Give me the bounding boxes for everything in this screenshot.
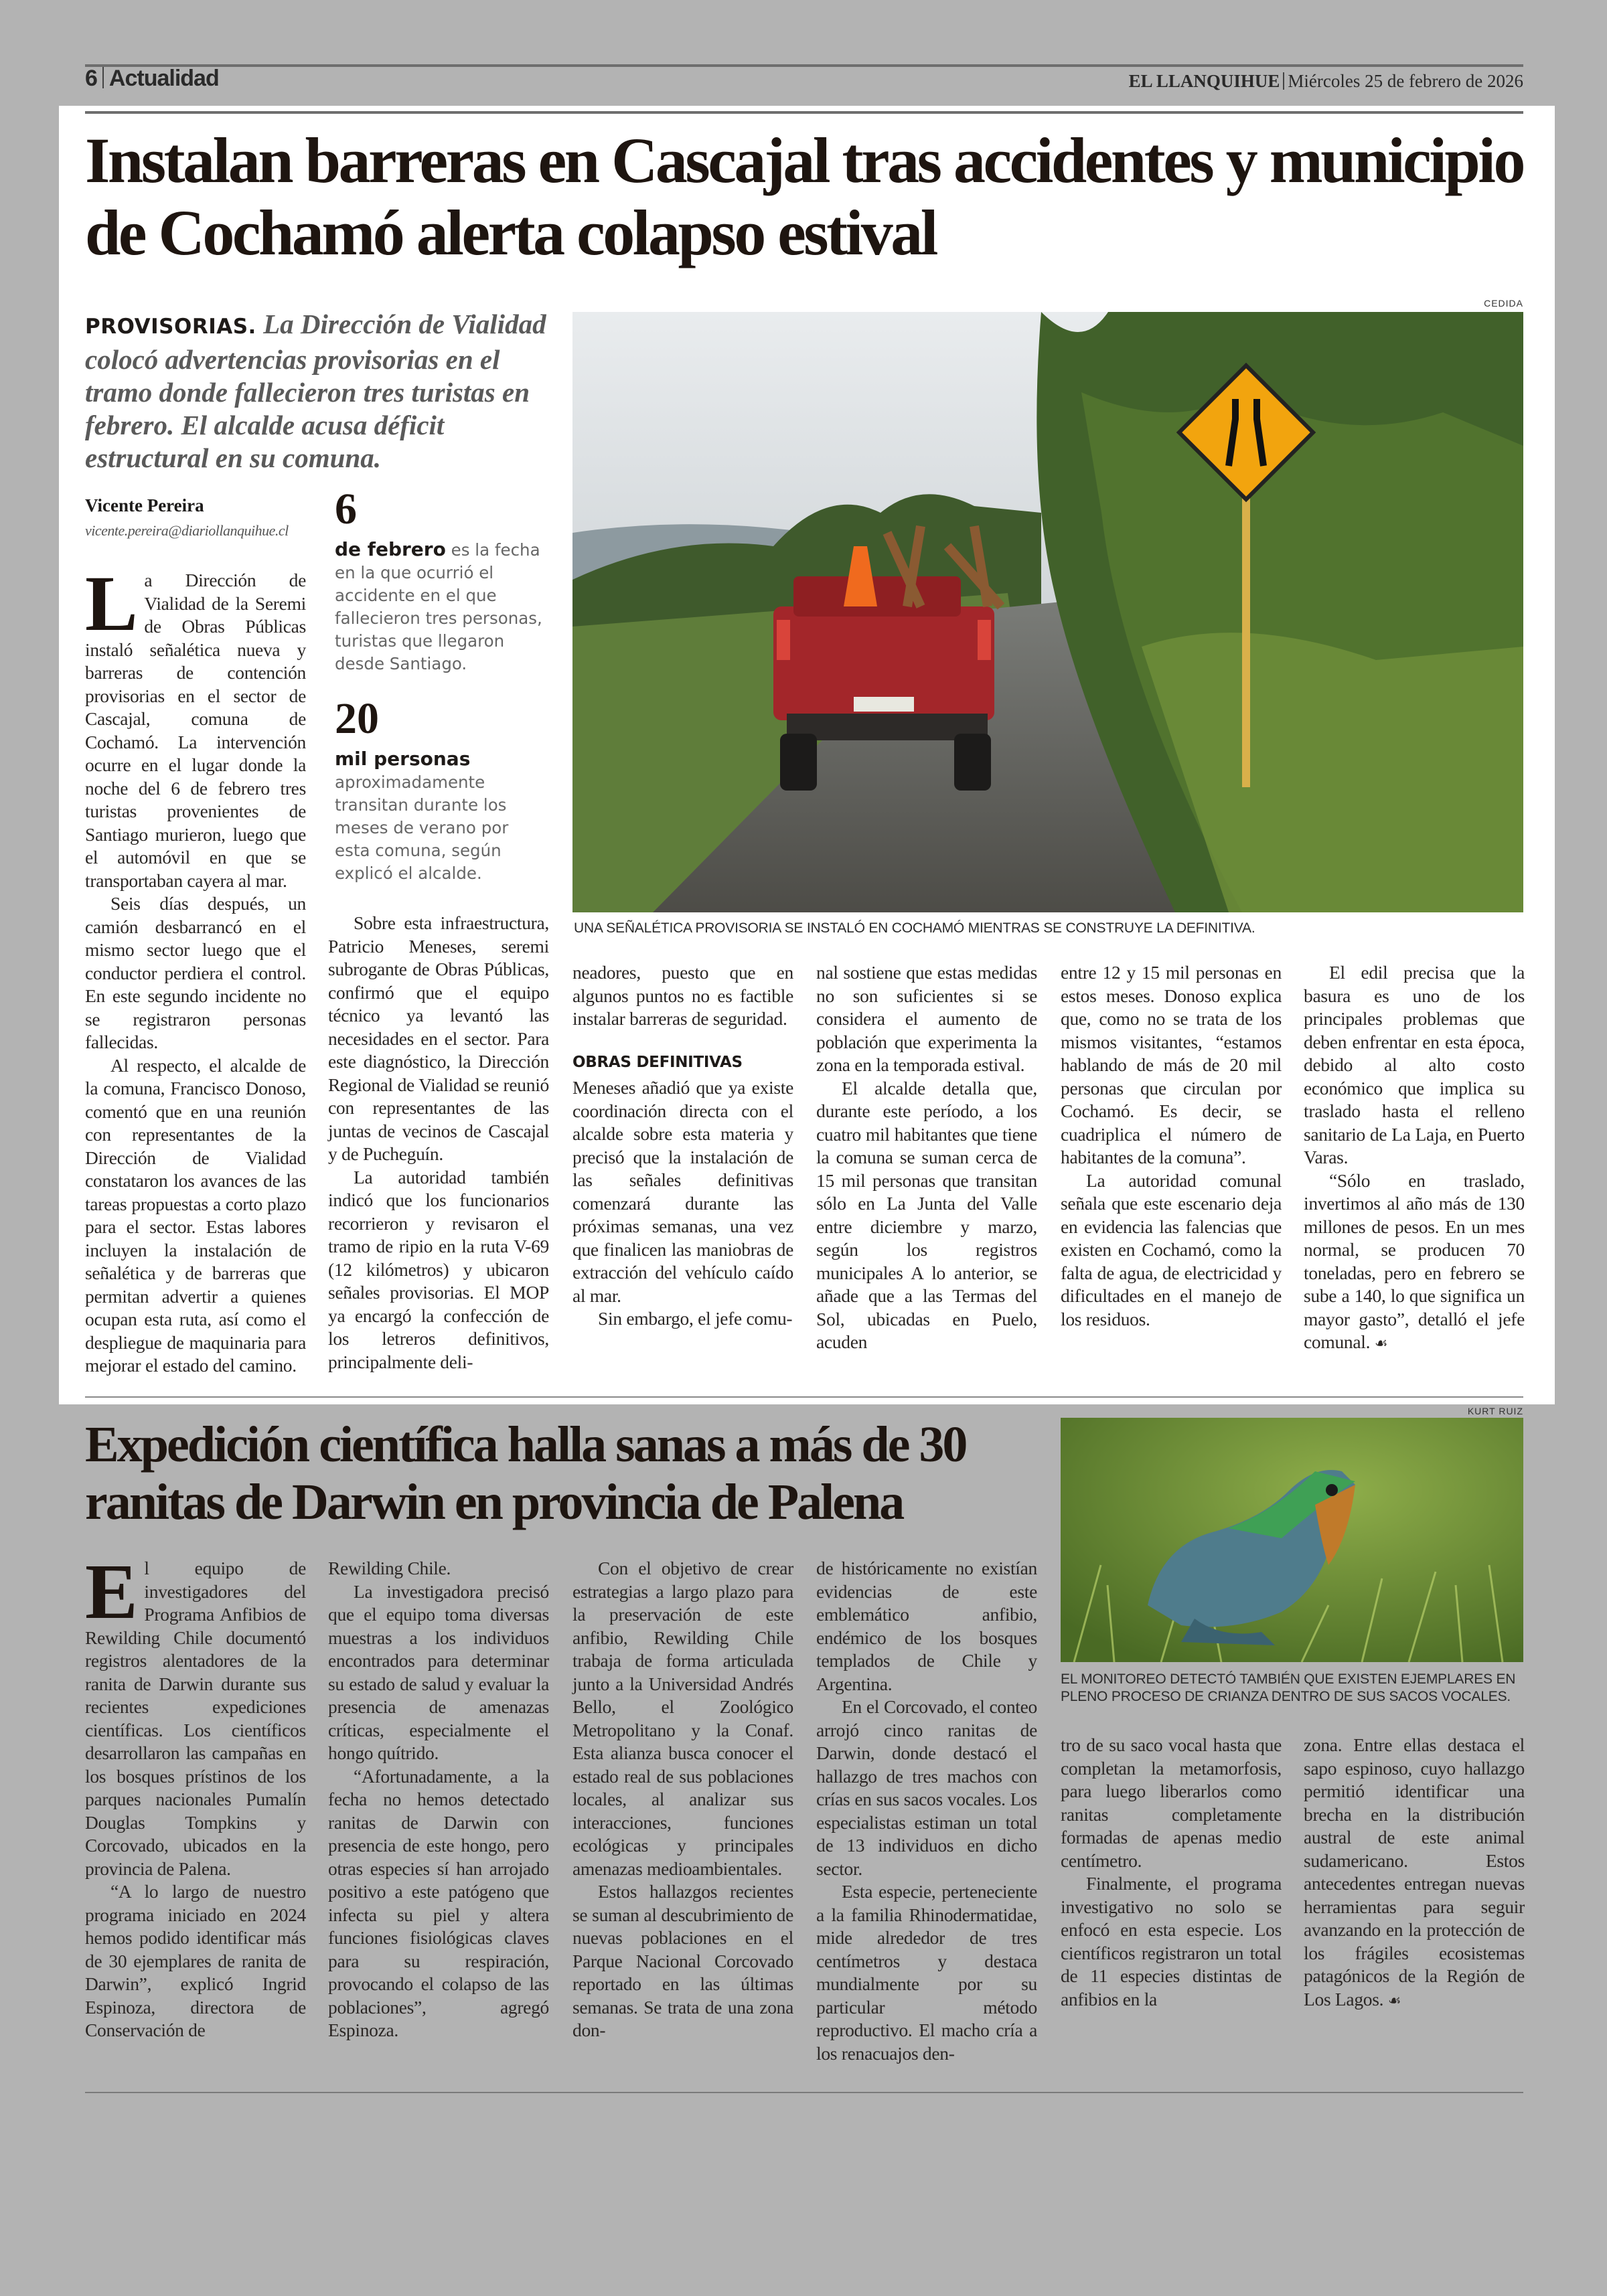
panel-top-rule [85, 111, 1523, 114]
article-column-6 [1304, 961, 1525, 1356]
fact-number: 20 [335, 694, 379, 743]
frog-photo [1061, 1418, 1523, 1662]
paragraph: El alcalde detalla que, durante este período, a los cuatro mil habitantes que tiene la comuna se suman cerca de 15 mil personas que transitan sólo en La Junta del Valle entre diciembre y marzo, según los registros municipales A lo anterior, se añade que a las Termas del Sol, ubicadas en Puelo, acuden [816, 1077, 1037, 1352]
paragraph: Sobre esta infraestructura, Patricio Meneses, seremi subrogante de Obras Públicas, confirmó que el equipo técnico ya levantó las necesidades en el sector. Para este diagnóstico, la Dirección Regional de Vialidad se reunió con representantes de las juntas de vecinos de Cascajal y de Pucheguín. [328, 912, 549, 1164]
fact-label: de febrero [335, 538, 446, 560]
article-column-5 [1061, 961, 1282, 1331]
frog-photo-image [1061, 1418, 1523, 1662]
paragraph: “A lo largo de nuestro programa iniciado en 2024 hemos podido identificar más de 30 ejemplares de ranita de Darwin”, explicó Ingrid Espinoza, directora de Conservación de [85, 1881, 306, 2040]
article-column-2 [328, 912, 549, 1374]
end-mark-icon: ☙ [1374, 1335, 1388, 1352]
photo-caption: EL MONITOREO DETECTÓ TAMBIÉN QUE EXISTEN EJEMPLARES EN PLENO PROCESO DE CRIANZA DENTRO DE SUS SACOS VOCALES. [1061, 1671, 1516, 1704]
article-column-5 [1061, 1734, 1282, 2011]
fact-label: mil personas [335, 748, 471, 770]
page-section-label [85, 66, 219, 92]
header-top-rule [85, 64, 1523, 67]
article-headline: Instalan barreras en Cascajal tras accidentes y municipio de Cochamó alerta colapso estival [85, 125, 1523, 268]
page-bottom-rule [85, 2092, 1523, 2093]
paragraph: l equipo de investigadores del Programa Anfibios de Rewilding Chile documentó registros alentadores de la ranita de Darwin durante sus recientes expediciones científicas. Los científicos desarrollaron las campañas en los bosques prístinos de los parques nacionales Pumalín Douglas Tompkins y Corcovado, ubicados en la provincia de Palena. [85, 1558, 306, 1879]
paragraph: “Afortunadamente, a la fecha no hemos detectado ranitas de Darwin con presencia de este hongo, pero otras especies sí han arrojado positivo a este patógeno que infecta su piel y altera funciones fisiológicas claves para su respiración, provocando el colapso de las poblaciones”, agregó Espinoza. [328, 1765, 549, 2040]
paragraph: de históricamente no existían evidencias de este emblemático anfibio, endémico de los bosques templados de Chile y Argentina. [816, 1558, 1037, 1694]
paragraph-text: “Sólo en traslado, invertimos al año más de 130 millones de pesos. En un mes normal, se producen 70 toneladas, pero en febrero se sube a 140, lo que significa un mayor gasto”, detalló el jefe comunal. [1304, 1169, 1525, 1352]
paragraph: Estos hallazgos recientes se suman al descubrimiento de nuevas poblaciones en el Parque Nacional Corcovado reportado en las últimas semanas. Se trata de una zona don- [572, 1881, 793, 2040]
deck-text: La Dirección de Vialidad colocó advertencias provisorias en el tramo donde fallecieron tres turistas en febrero. El alcalde acusa déficit estructural en su comuna. [85, 309, 546, 473]
paragraph: En el Corcovado, el conteo arrojó cinco ranitas de Darwin, donde destacó el hallazgo de tres machos con crías en sus sacos vocales. Los especialistas estiman un total de 13 individuos en dicho sector. [816, 1696, 1037, 1879]
paragraph: a Dirección de Vialidad de la Seremi de Obras Públicas instaló señalética nueva y barreras de contención provisorias en el sector de Cascajal, comuna de Cochamó. La intervención ocurre en el lugar donde la noche del 6 de febrero tres turistas provenientes de Santiago murieron, luego que el automóvil en que se transportaban cayera al mar. [85, 570, 306, 891]
paragraph: Sin embargo, el jefe comu- [598, 1308, 793, 1329]
paragraph: Con el objetivo de crear estrategias a largo plazo para la preservación de este anfibio, Rewilding Chile trabaja de forma articulada junto a la Universidad Andrés Bello, el Zoológico Metropolitano y la Conaf. Esta alianza busca conocer el estado real de sus poblaciones locales, al analizar sus interacciones, funciones ecológicas y principales amenazas medioambientales. [572, 1558, 793, 1879]
divider [1283, 72, 1284, 90]
article-divider [85, 1396, 1523, 1398]
paragraph: entre 12 y 15 mil personas en estos meses. Donoso explica que, como no se trata de los mismos visitantes, “estamos hablando de más de 20 mil personas que circulan por Cochamó. Es decir, se cuadriplica el número de habitantes de la comuna”. [1061, 962, 1282, 1167]
masthead-date [1129, 71, 1523, 92]
deck-kicker: PROVISORIAS. [85, 315, 256, 339]
divider [102, 67, 104, 88]
end-mark-icon: ☙ [1387, 1992, 1401, 2010]
article-column-6 [1304, 1734, 1525, 2013]
paragraph: La investigadora precisó que el equipo toma diversas muestras a los individuos encontrados para determinar su estado de salud y evaluar la presencia de amenazas críticas, especialmente el hongo quítrido. [328, 1580, 549, 1763]
paragraph-text: zona. Entre ellas destaca el sapo espinoso, cuyo hallazgo permitió identificar una brecha en la distribución austral de este animal sudamericano. Estos antecedentes entregan nuevas herramientas para seguir avanzando en la protección de los frágiles ecosistemas patagónicos de la Región de Los Lagos. [1304, 1734, 1525, 2010]
paragraph: El edil precisa que la basura es uno de los principales problemas que deben enfrentar en esta época, debido al alto costo económico que implica su traslado hasta el relleno sanitario de La Laja, en Puerto Varas. [1304, 962, 1525, 1167]
photo-credit: CEDIDA [1484, 298, 1523, 309]
article-deck [85, 308, 554, 475]
road-photo [572, 312, 1523, 912]
paragraph: Finalmente, el programa investigativo no solo se enfocó en esta especie. Los científicos registraron un total de 11 especies distintas de anfibios en la [1061, 1873, 1282, 2010]
paragraph: La autoridad también indicó que los funcionarios recorrieron y revisaron el tramo de ripio en la ruta V-69 (12 kilómetros) y ubicaron señales provisorias. El MOP ya encargó la confección de los letreros definitivos, principalmente deli- [328, 1166, 549, 1372]
article-column-4 [816, 1557, 1037, 2065]
paragraph [1304, 1734, 1525, 2013]
section-name: Actualidad [108, 66, 219, 91]
paragraph: Seis días después, un camión desbarrancó en el mismo sector luego que el conductor perdiera el control. En este segundo incidente no se registraron personas fallecidas. [85, 893, 306, 1052]
paragraph: neadores, puesto que en algunos puntos no es factible instalar barreras de seguridad. [572, 962, 793, 1029]
paragraph [1304, 1169, 1525, 1356]
author-name: Vicente Pereira [85, 495, 204, 515]
photo-credit: KURT RUIZ [1467, 1406, 1523, 1416]
article-column-2 [328, 1557, 549, 2042]
article-column-3 [572, 1557, 793, 2042]
page-number: 6 [85, 66, 97, 91]
drop-cap: E [85, 1548, 138, 1635]
article-column-1 [85, 1548, 306, 2042]
paragraph: nal sostiene que estas medidas no son suficientes si se considera el aumento de población que experimenta la zona en la temporada estival. [816, 962, 1037, 1075]
road-photo-image [572, 312, 1523, 912]
fact-box [335, 695, 548, 885]
paragraph: Meneses añadió que ya existe coordinación directa con el alcalde sobre esta materia y precisó que la instalación de las señales definitivas comenzará durante las próximas semanas, una vez que finalicen las maniobras de extracción del vehículo caído al mar. [572, 1077, 793, 1306]
fact-text: aproximadamente transitan durante los meses de verano por esta comuna, según explicó el alcalde. [335, 772, 509, 883]
issue-date: Miércoles 25 de febrero de 2026 [1288, 71, 1523, 91]
fact-text: es la fecha en la que ocurrió el accidente en el que fallecieron tres personas, turistas que llegaron desde Santiago. [335, 540, 542, 673]
paper-name: EL LLANQUIHUE [1128, 71, 1280, 91]
paragraph: Al respecto, el alcalde de la comuna, Francisco Donoso, comentó que en una reunión con representantes de la Dirección de Vialidad constataron los avances de las tareas propuestas a corto plazo para el sector. Estas labores incluyen la instalación de señalética y de barreras que permitan advertir a quienes ocupan esta ruta, así como el despliegue de maquinaria para mejorar el estado del camino. [85, 1054, 306, 1376]
paragraph: Rewilding Chile. [328, 1558, 451, 1578]
author-email: vicente.pereira@diariollanquihue.cl [85, 522, 289, 539]
paragraph: tro de su saco vocal hasta que completan la metamorfosis, para luego liberarlos como ranitas completamente formadas de apenas medio centímetro. [1061, 1734, 1282, 1871]
drop-cap: L [85, 560, 138, 647]
article-column-4 [816, 961, 1037, 1354]
article-column-1 [85, 560, 306, 1378]
article-headline: Expedición científica halla sanas a más de 30 ranitas de Darwin en provincia de Palena [85, 1416, 966, 1530]
photo-caption: UNA SEÑALÉTICA PROVISORIA SE INSTALÓ EN COCHAMÓ MIENTRAS SE CONSTRUYE LA DEFINITIVA. [574, 920, 1255, 936]
article-column-3 [572, 961, 793, 1331]
paragraph: La autoridad comunal señala que este escenario deja en evidencia las falencias que existen en Cochamó, como la falta de agua, de electricidad y dificultades en el manejo de los residuos. [1061, 1169, 1282, 1329]
fact-box [335, 486, 548, 675]
fact-number: 6 [335, 485, 357, 534]
paragraph: Esta especie, perteneciente a la familia Rhinodermatidae, mide alrededor de tres centímetros y destaca mundialmente por su particular método reproductivo. El macho cría a los renacuajos den- [816, 1881, 1037, 2064]
section-subhead: OBRAS DEFINITIVAS [572, 1053, 743, 1071]
